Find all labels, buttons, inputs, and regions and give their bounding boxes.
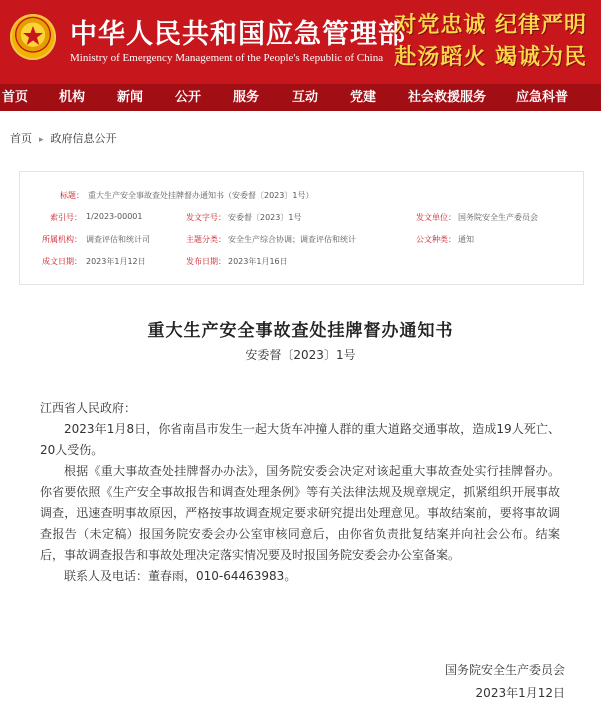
meta-type-label: 公文种类：	[416, 235, 456, 244]
nav-item-public[interactable]: 公开	[175, 90, 202, 105]
document-title: 重大生产安全事故查处挂牌督办通知书	[147, 321, 454, 341]
meta-created-value: 2023年1月12日	[86, 257, 146, 266]
meta-created-label: 成文日期：	[42, 257, 82, 266]
nav-item-home[interactable]: 首页	[2, 90, 29, 105]
paragraph-2: 根据《重大事故查处挂牌督办办法》，国务院安委会决定对该起重大事故查处实行挂牌督办。你省要依照《生产安全事故报告和调查处理条例》等有关法律法规及规章规定，抓紧组织开展事故调查，迅速查明事故原因，严格按事故调查规定要求研究提出处理意见。事故结案前，要将事故调查报告（未定稿）报国务院安委会办公室审核同意后，由你省负责批复结案并向社会公布。结案后，事故调查报告和事故处理决定落实情况要及时报国务院安委会办公室备案。	[40, 464, 560, 562]
site-subtitle: Ministry of Emergency Management of the People's Republic of China	[70, 52, 384, 64]
emblem-star-icon	[21, 24, 45, 48]
national-emblem-icon[interactable]	[10, 14, 56, 60]
nav-item-party[interactable]: 党建	[350, 90, 377, 105]
meta-doc-no-label: 发文字号：	[186, 213, 226, 222]
meta-type-value: 通知	[458, 235, 474, 244]
contact-line: 联系人及电话：董春雨，010-64463983。	[64, 569, 297, 583]
document-body	[40, 398, 560, 587]
signature: 国务院安全生产委员会	[444, 663, 565, 677]
breadcrumb-home[interactable]: 首页	[10, 132, 32, 145]
meta-issuer-value: 国务院安全生产委员会	[458, 213, 538, 222]
meta-index-value: 1/2023-00001	[86, 212, 143, 221]
nav-item-rescue-services[interactable]: 社会救援服务	[408, 90, 487, 105]
document-metadata-box	[19, 171, 584, 285]
breadcrumb-gov-info[interactable]: 政府信息公开	[50, 132, 117, 145]
salutation: 江西省人民政府：	[40, 401, 137, 415]
nav-item-news[interactable]: 新闻	[117, 90, 144, 105]
breadcrumb-separator-icon: ▸	[39, 135, 44, 145]
meta-doc-no-value: 安委督〔2023〕1号	[228, 213, 302, 222]
paragraph-1: 2023年1月8日，你省南昌市发生一起大货车冲撞人群的重大道路交通事故，造成19人死亡、20人受伤。	[40, 422, 560, 457]
site-header	[0, 0, 601, 84]
meta-issuer-label: 发文单位：	[416, 213, 456, 222]
slogan-line-2: 赴汤蹈火 竭诚为民	[394, 44, 587, 70]
slogan-line-1: 对党忠诚 纪律严明	[394, 12, 587, 38]
meta-topic-label: 主题分类：	[186, 235, 226, 244]
meta-org-label: 所属机构：	[42, 235, 82, 244]
meta-published-value: 2023年1月16日	[228, 257, 288, 266]
nav-item-science[interactable]: 应急科普	[516, 90, 569, 105]
main-nav	[0, 84, 601, 111]
meta-index-label: 索引号：	[50, 213, 82, 222]
nav-item-interaction[interactable]: 互动	[292, 90, 319, 105]
meta-title-label: 标题：	[60, 191, 84, 200]
nav-item-services[interactable]: 服务	[233, 90, 260, 105]
meta-title-value: 重大生产安全事故查处挂牌督办通知书（安委督〔2023〕1号）	[88, 191, 314, 200]
meta-org-value: 调查评估和统计司	[86, 235, 150, 244]
nav-item-organization[interactable]: 机构	[59, 90, 86, 105]
meta-published-label: 发布日期：	[186, 257, 226, 266]
meta-topic-value: 安全生产综合协调；调查评估和统计	[228, 235, 356, 244]
signature-date: 2023年1月12日	[475, 686, 565, 700]
breadcrumb	[10, 130, 117, 146]
document-number: 安委督〔2023〕1号	[245, 348, 356, 362]
site-title[interactable]: 中华人民共和国应急管理部	[70, 19, 406, 50]
